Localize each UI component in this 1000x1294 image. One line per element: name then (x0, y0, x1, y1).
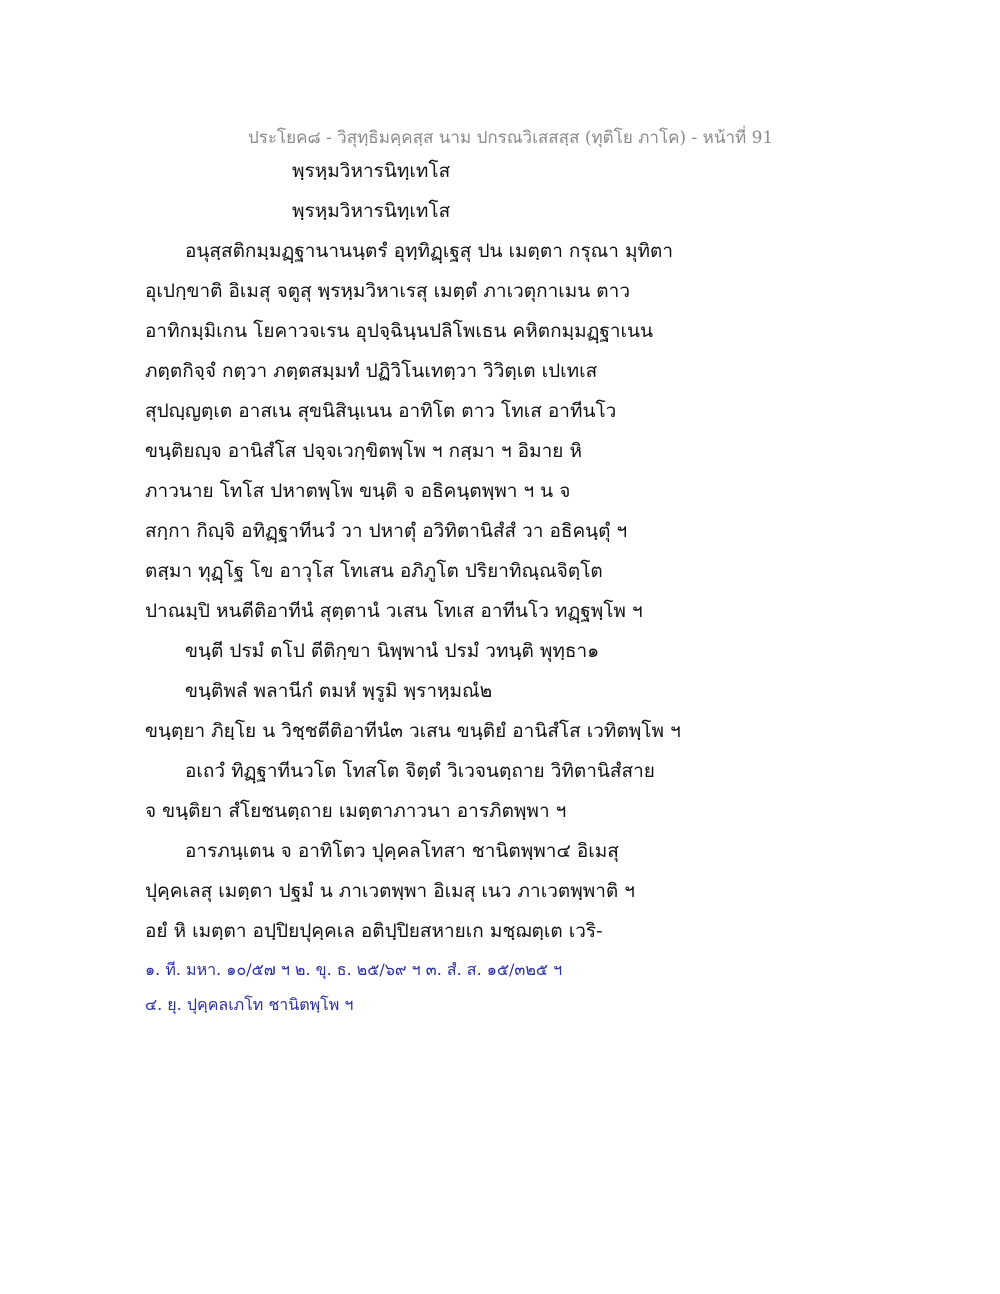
body-line: ขนฺติยญฺจ อานิสํโส ปจฺจเวกฺขิตพฺโพ ฯ กสฺมา ฯ อิมาย หิ (145, 440, 582, 462)
body-line: อุเปกฺขาติ อิเมสุ จตูสุ พฺรหฺมวิหาเรสุ เมตฺตํ ภาเวตุกาเมน ตาว (145, 280, 630, 302)
page-header: ประโยค๘ - วิสุทฺธิมคฺคสฺส นาม ปกรณวิเสสสฺส (ทุติโย ภาโค) - หน้าที่ 91 (248, 128, 774, 148)
body-line: ขนฺตฺยา ภิยฺโย น วิชฺชตีติอาทีนํ๓ วเสน ขนฺติยํ อานิสํโส เวทิตพฺโพ ฯ (145, 720, 681, 742)
verse-line: ขนฺตี ปรมํ ตโป ตีติกฺขา นิพฺพานํ ปรมํ วทนฺติ พุทฺธา๑ (185, 640, 600, 662)
body-line: จ ขนฺติยา สํโยชนตฺถาย เมตฺตาภาวนา อารภิตพฺพา ฯ (145, 800, 567, 822)
verse-line: ขนฺติพลํ พลานีกํ ตมหํ พฺรูมิ พฺราหฺมณํ๒ (185, 680, 493, 702)
body-line: อนุสฺสติกมฺมฏฺฐานานนฺตรํ อุทฺทิฏฺเฐสุ ปน เมตฺตา กรุณา มุทิตา (185, 240, 674, 262)
body-line: อเถวํ ทิฏฺฐาทีนวโต โทสโต จิตฺตํ วิเวจนตฺถาย วิทิตานิสํสาย (185, 760, 655, 782)
body-line: ตสฺมา ทุฏฺโฐ โข อาวุโส โทเสน อภิภูโต ปริยาทิณฺณจิตฺโต (145, 560, 603, 582)
section-title: พฺรหฺมวิหารนิทฺเทโส (292, 160, 451, 182)
body-line: อาทิกมฺมิเกน โยคาวจเรน อุปจฺฉินฺนปลิโพเธน คหิตกมฺมฏฺฐาเนน (145, 320, 654, 342)
body-line: ภาวนาย โทโส ปหาตพฺโพ ขนฺติ จ อธิคนฺตพฺพา ฯ น จ (145, 480, 571, 502)
footnote: ๑. ที. มหา. ๑๐/๕๗ ฯ ๒. ขุ. ธ. ๒๕/๖๙ ฯ ๓. สํ. ส. ๑๕/๓๒๕ ฯ (145, 960, 563, 979)
body-line: อารภนฺเตน จ อาทิโตว ปุคฺคลโทสา ชานิตพฺพา๔ อิเมสุ (185, 840, 619, 862)
body-line: ภตฺตกิจฺจํ กตฺวา ภตฺตสมฺมทํ ปฏิวิโนเทตฺวา วิวิตฺเต เปเทเส (145, 360, 598, 382)
body-line: อยํ หิ เมตฺตา อปฺปิยปุคฺคเล อติปฺปิยสหายเก มชฺฌตฺเต เวริ- (145, 920, 603, 942)
body-line: ปุคฺคเลสุ เมตฺตา ปฐมํ น ภาเวตพฺพา อิเมสุ เนว ภาเวตพฺพาติ ฯ (145, 880, 635, 902)
body-line: สุปญฺญตฺเต อาสเน สุขนิสินฺเนน อาทิโต ตาว โทเส อาทีนโว (145, 400, 617, 422)
body-line: ปาณมฺปิ หนตีติอาทีนํ สุตฺตานํ วเสน โทเส อาทีนโว ทฏฺฐพฺโพ ฯ (145, 600, 643, 622)
section-title-repeat: พฺรหฺมวิหารนิทฺเทโส (292, 200, 451, 222)
body-line: สกฺกา กิญฺจิ อทิฏฺฐาทีนวํ วา ปหาตุํ อวิทิตานิสํสํ วา อธิคนฺตุํ ฯ (145, 520, 628, 542)
footnote: ๔. ยุ. ปุคฺคลเภโท ชานิตพฺโพ ฯ (145, 995, 354, 1014)
